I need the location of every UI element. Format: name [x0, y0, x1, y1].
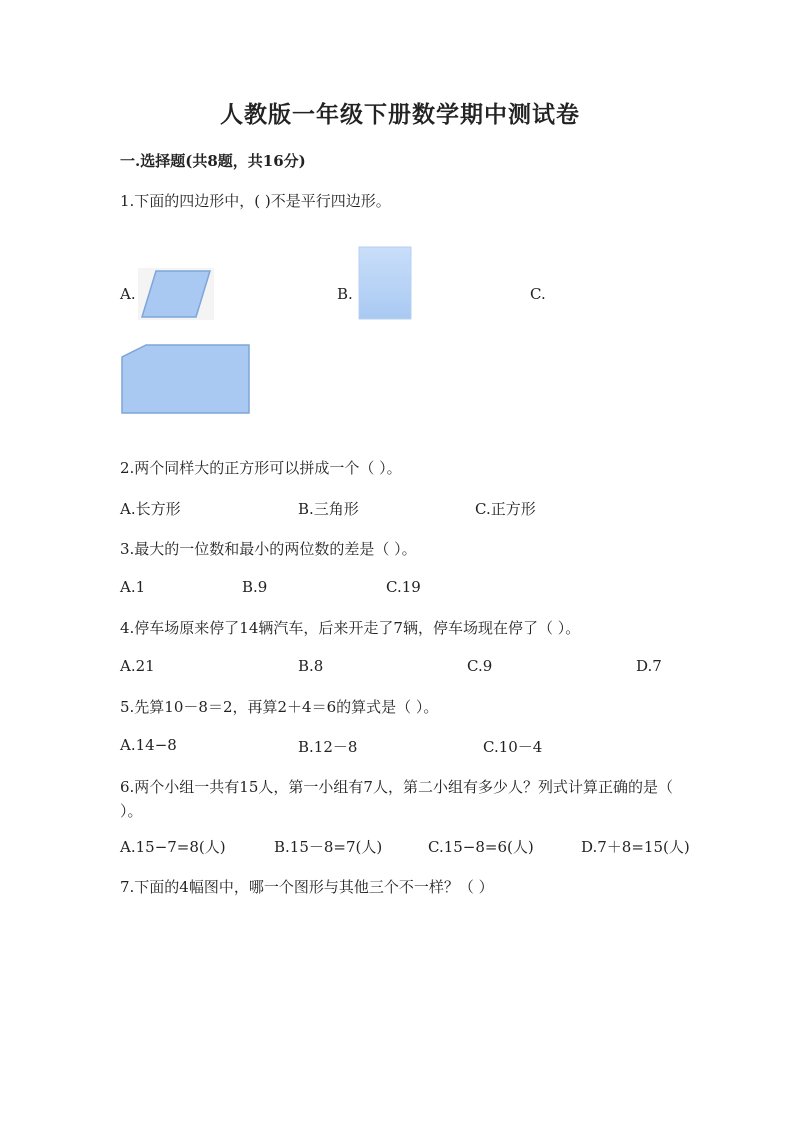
- question-4: 4.停车场原来停了14辆汽车，后来开走了7辆，停车场现在停了（ ）。: [120, 619, 581, 637]
- q5-option-b: B.12－8: [298, 738, 358, 756]
- question-5: 5.先算10－8＝2，再算2＋4＝6的算式是（ ）。: [120, 698, 439, 716]
- q3-option-c: C.19: [386, 578, 421, 596]
- cut-corner-pentagon-figure: [120, 343, 252, 415]
- q6-option-b: B.15－8=7(人): [274, 838, 383, 856]
- question-1: 1.下面的四边形中，( )不是平行四边形。: [120, 192, 391, 210]
- q2-option-b: B.三角形: [298, 500, 359, 518]
- q5-option-a: A.14−8: [120, 736, 177, 754]
- section-heading: 一.选择题(共8题，共16分): [120, 152, 306, 170]
- page-title: 人教版一年级下册数学期中测试卷: [220, 101, 580, 128]
- q1-option-c: C.: [530, 285, 546, 303]
- q6-option-c: C.15−8=6(人): [428, 838, 534, 856]
- rectangle-figure: [358, 246, 412, 320]
- q3-option-a: A.1: [120, 578, 146, 596]
- question-3: 3.最大的一位数和最小的两位数的差是（ ）。: [120, 540, 417, 558]
- q5-option-c: C.10－4: [483, 738, 543, 756]
- q1-option-a: A.: [120, 285, 136, 303]
- q4-option-c: C.9: [467, 657, 493, 675]
- question-2: 2.两个同样大的正方形可以拼成一个（ ）。: [120, 459, 402, 477]
- q6-option-a: A.15−7=8(人): [120, 838, 226, 856]
- q2-option-a: A.长方形: [120, 500, 181, 518]
- parallelogram-figure: [138, 268, 214, 320]
- q2-option-c: C.正方形: [475, 500, 536, 518]
- q6-option-d: D.7＋8=15(人): [581, 838, 690, 856]
- q4-option-a: A.21: [120, 657, 155, 675]
- q4-option-d: D.7: [636, 657, 662, 675]
- q4-option-b: B.8: [298, 657, 324, 675]
- q3-option-b: B.9: [242, 578, 268, 596]
- question-6: 6.两个小组一共有15人，第一小组有7人，第二小组有多少人？列式计算正确的是（ ）。: [120, 778, 673, 820]
- q1-option-b: B.: [337, 285, 353, 303]
- question-7: 7.下面的4幅图中，哪一个图形与其他三个不一样？（ ）: [120, 878, 494, 896]
